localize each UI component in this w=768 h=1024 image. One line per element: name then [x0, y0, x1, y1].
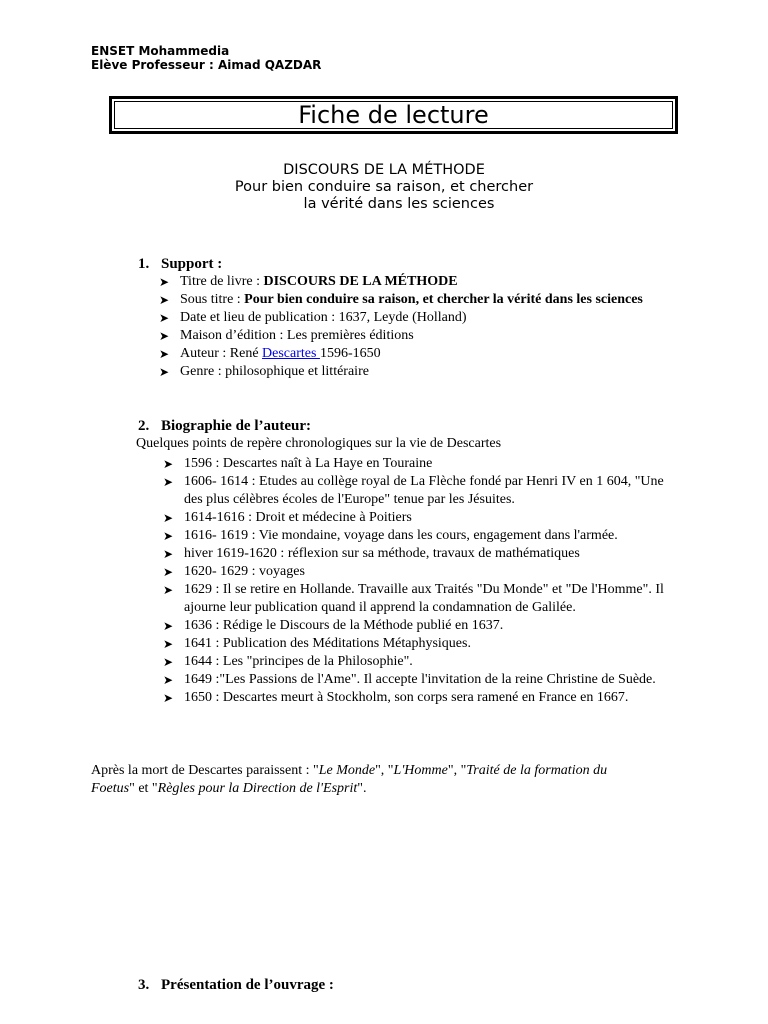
- book-title-value: DISCOURS DE LA MÉTHODE: [263, 274, 458, 289]
- list-item: ➤ 1649 :"Les Passions de l'Ame". Il accepte l'invitation de la reine Christine de Suède.: [163, 672, 656, 687]
- arrow-bullet-icon: ➤: [163, 637, 174, 651]
- title-frame: [109, 96, 678, 134]
- posthumous-works-paragraph: Après la mort de Descartes paraissent : "Le Monde", "L'Homme", "Traité de la formation du Foetus" et "Règles pour la Direction de l'Esprit".: [91, 763, 608, 796]
- list-item: ➤ Sous titre : Pour bien conduire sa raison, et chercher la vérité dans les sciences: [159, 292, 643, 307]
- list-item: ➤ 1596 : Descartes naît à La Haye en Touraine: [163, 456, 433, 471]
- arrow-bullet-icon: ➤: [163, 619, 174, 633]
- list-item: ➤ Auteur : René Descartes 1596-1650: [159, 346, 381, 361]
- arrow-bullet-icon: ➤: [163, 691, 174, 705]
- book-subtitle-line1: Pour bien conduire sa raison, et chercher: [234, 179, 534, 195]
- list-item: ➤ 1629 : Il se retire en Hollande. Travaille aux Traités "Du Monde" et "De l'Homme". Il ajourne leur publication quand il apprend la condamnation de Galilée.: [163, 582, 664, 615]
- biography-list: [163, 455, 678, 707]
- support-list: [159, 273, 659, 381]
- section-number: 1.: [138, 256, 150, 272]
- work-title: L'Homme: [393, 763, 448, 778]
- list-item: ➤ 1606- 1614 : Etudes au collège royal de La Flèche fondé par Henri IV en 1 604, "Une des plus célèbres écoles de l'Europe" tenue par les Jésuites.: [163, 474, 664, 507]
- book-subtitle-line2: la vérité dans les sciences: [303, 196, 495, 212]
- list-item: ➤ 1644 : Les "principes de la Philosophie".: [163, 654, 413, 669]
- biography-intro: Quelques points de repère chronologiques sur la vie de Descartes: [136, 436, 502, 451]
- work-title: Le Monde: [318, 763, 376, 778]
- list-item: ➤ 1636 : Rédige le Discours de la Méthode publié en 1637.: [163, 618, 504, 633]
- list-item: ➤ Date et lieu de publication : 1637, Leyde (Holland): [159, 310, 467, 325]
- arrow-bullet-icon: ➤: [163, 547, 174, 561]
- document-header: [91, 44, 321, 72]
- work-title: Traité de la formation du Foetus: [91, 763, 608, 796]
- book-title-heading: DISCOURS DE LA MÉTHODE: [283, 162, 485, 178]
- arrow-bullet-icon: ➤: [159, 311, 170, 325]
- list-item: ➤ Genre : philosophique et littéraire: [159, 364, 369, 379]
- section-number: 2.: [138, 418, 150, 434]
- section-number: 3.: [138, 977, 150, 993]
- list-item: ➤ Maison d’édition : Les premières éditions: [159, 328, 414, 343]
- list-item: ➤ hiver 1619-1620 : réflexion sur sa méthode, travaux de mathématiques: [163, 546, 580, 561]
- school-name: ENSET Mohammedia: [91, 44, 230, 58]
- page-title: Fiche de lecture: [114, 101, 673, 129]
- arrow-bullet-icon: ➤: [159, 347, 170, 361]
- section-biography-title: [138, 417, 311, 435]
- arrow-bullet-icon: ➤: [163, 529, 174, 543]
- section-label: Support :: [161, 256, 223, 272]
- list-item: ➤ 1620- 1629 : voyages: [163, 564, 305, 579]
- section-presentation-title: [138, 976, 334, 994]
- arrow-bullet-icon: ➤: [159, 275, 170, 289]
- section-label: Présentation de l’ouvrage :: [161, 977, 334, 993]
- arrow-bullet-icon: ➤: [163, 583, 174, 597]
- list-item: ➤ 1614-1616 : Droit et médecine à Poitiers: [163, 510, 412, 525]
- arrow-bullet-icon: ➤: [159, 365, 170, 379]
- arrow-bullet-icon: ➤: [159, 293, 170, 307]
- teacher-name: Elève Professeur : Aimad QAZDAR: [91, 58, 322, 72]
- list-item: ➤ 1650 : Descartes meurt à Stockholm, son corps sera ramené en France en 1667.: [163, 690, 629, 705]
- arrow-bullet-icon: ➤: [163, 511, 174, 525]
- book-subtitle-value: Pour bien conduire sa raison, et chercher la vérité dans les sciences: [244, 292, 643, 307]
- section-support-title: [138, 255, 222, 273]
- arrow-bullet-icon: ➤: [163, 655, 174, 669]
- arrow-bullet-icon: ➤: [163, 565, 174, 579]
- arrow-bullet-icon: ➤: [163, 475, 174, 489]
- list-item: ➤ Titre de livre : DISCOURS DE LA MÉTHODE: [159, 274, 458, 289]
- book-heading: [0, 162, 768, 213]
- list-item: ➤ 1641 : Publication des Méditations Métaphysiques.: [163, 636, 471, 651]
- list-item: ➤ 1616- 1619 : Vie mondaine, voyage dans les cours, engagement dans l'armée.: [163, 528, 618, 543]
- section-label: Biographie de l’auteur:: [161, 418, 311, 434]
- author-link[interactable]: Descartes: [262, 346, 320, 361]
- arrow-bullet-icon: ➤: [163, 457, 174, 471]
- arrow-bullet-icon: ➤: [159, 329, 170, 343]
- arrow-bullet-icon: ➤: [163, 673, 174, 687]
- work-title: Règles pour la Direction de l'Esprit: [157, 781, 358, 796]
